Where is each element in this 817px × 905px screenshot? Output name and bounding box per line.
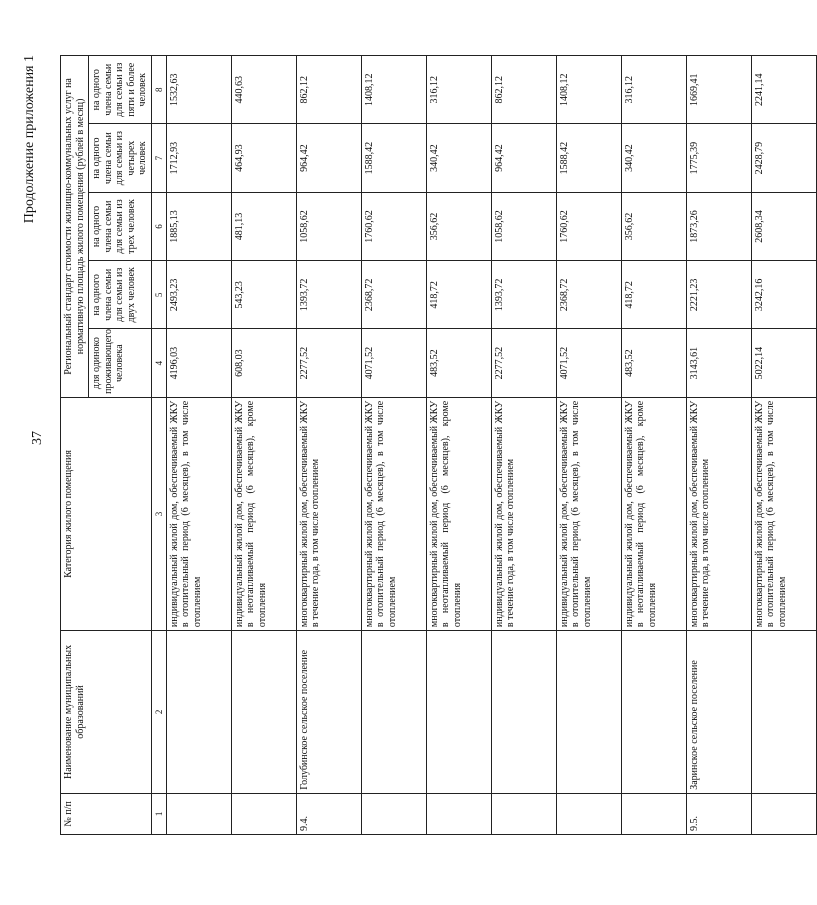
appendix-title: Продолжение приложения 1 xyxy=(22,55,37,224)
municipality-name xyxy=(231,631,296,794)
value-single: 2277,52 xyxy=(296,329,361,397)
municipality-name xyxy=(426,631,491,794)
value-family-3: 2608,34 xyxy=(751,192,816,260)
value-family-2: 2221,23 xyxy=(686,261,751,329)
value-family-3: 1885,13 xyxy=(166,192,231,260)
value-family-5: 862,12 xyxy=(491,56,556,124)
table-row xyxy=(296,56,361,835)
header-family-4: на одного члена семьи для семьи из четырех человек xyxy=(89,124,152,192)
value-family-2: 3242,16 xyxy=(751,261,816,329)
table-row xyxy=(231,56,296,835)
row-number xyxy=(556,793,621,834)
value-family-5: 1532,63 xyxy=(166,56,231,124)
value-family-3: 356,62 xyxy=(621,192,686,260)
table-row xyxy=(556,56,621,835)
row-number xyxy=(166,793,231,834)
header-category: Категория жилого помещения xyxy=(61,397,152,630)
housing-category: многоквартирный жилой дом, обеспечиваемый ЖКУ в неотапливаемый период (6 месяцев), кроме отопления xyxy=(426,397,491,630)
table-row xyxy=(751,56,816,835)
row-number xyxy=(361,793,426,834)
housing-category: индивидуальный жилой дом, обеспечиваемый ЖКУ в неотапливаемый период (6 месяцев), кроме отопления xyxy=(231,397,296,630)
value-family-4: 2428,79 xyxy=(751,124,816,192)
row-number: 9.4. xyxy=(296,793,361,834)
housing-category: индивидуальный жилой дом, обеспечиваемый ЖКУ в неотапливаемый период (6 месяцев), кроме отопления xyxy=(621,397,686,630)
value-family-3: 1760,62 xyxy=(556,192,621,260)
value-family-3: 1873,26 xyxy=(686,192,751,260)
value-family-3: 1760,62 xyxy=(361,192,426,260)
table-row xyxy=(621,56,686,835)
municipality-name xyxy=(556,631,621,794)
value-family-2: 1393,72 xyxy=(491,261,556,329)
housing-category: индивидуальный жилой дом, обеспечиваемый ЖКУ в течение года, в том числе отоплением xyxy=(491,397,556,630)
value-single: 2277,52 xyxy=(491,329,556,397)
row-number xyxy=(426,793,491,834)
municipality-name: Заринское сельское поселение xyxy=(686,631,751,794)
value-single: 483,52 xyxy=(426,329,491,397)
index-cell: 2 xyxy=(151,631,166,794)
municipality-name xyxy=(751,631,816,794)
municipality-name xyxy=(491,631,556,794)
value-family-2: 2368,72 xyxy=(361,261,426,329)
header-family-2: на одного члена семьи для семьи из двух человек xyxy=(89,261,152,329)
value-family-5: 1408,12 xyxy=(361,56,426,124)
index-cell: 8 xyxy=(151,56,166,124)
header-single: для одиноко проживающего человека xyxy=(89,329,152,397)
value-family-5: 440,63 xyxy=(231,56,296,124)
housing-category: многоквартирный жилой дом, обеспечиваемый ЖКУ в течение года, в том числе отоплением xyxy=(686,397,751,630)
value-family-4: 1775,39 xyxy=(686,124,751,192)
value-family-4: 1588,42 xyxy=(556,124,621,192)
housing-category: многоквартирный жилой дом, обеспечиваемый ЖКУ в течение года, в том числе отоплением xyxy=(296,397,361,630)
row-number: 9.5. xyxy=(686,793,751,834)
page-number: 37 xyxy=(30,431,45,445)
index-cell: 7 xyxy=(151,124,166,192)
index-cell: 6 xyxy=(151,192,166,260)
table-row xyxy=(491,56,556,835)
value-family-3: 356,62 xyxy=(426,192,491,260)
row-number xyxy=(751,793,816,834)
value-family-2: 418,72 xyxy=(426,261,491,329)
row-number xyxy=(491,793,556,834)
housing-category: индивидуальный жилой дом, обеспечиваемый ЖКУ в отопительный период (6 месяцев), в том числе отоплением xyxy=(166,397,231,630)
header-family-5: на одного члена семьи для семьи из пяти и более человек xyxy=(89,56,152,124)
value-family-4: 464,93 xyxy=(231,124,296,192)
municipality-name xyxy=(361,631,426,794)
housing-category: многоквартирный жилой дом, обеспечиваемый ЖКУ в отопительный период (6 месяцев), в том числе отоплением xyxy=(361,397,426,630)
housing-category: многоквартирный жилой дом, обеспечиваемый ЖКУ в отопительный период (6 месяцев), в том числе отоплением xyxy=(751,397,816,630)
value-family-2: 2493,23 xyxy=(166,261,231,329)
value-family-2: 418,72 xyxy=(621,261,686,329)
municipality-name: Голубинское сельское поселение xyxy=(296,631,361,794)
row-number xyxy=(621,793,686,834)
value-family-4: 1588,42 xyxy=(361,124,426,192)
value-single: 483,52 xyxy=(621,329,686,397)
value-family-5: 316,12 xyxy=(621,56,686,124)
index-cell: 1 xyxy=(151,793,166,834)
value-family-2: 1393,72 xyxy=(296,261,361,329)
municipality-name xyxy=(166,631,231,794)
value-single: 4071,52 xyxy=(556,329,621,397)
municipality-name xyxy=(621,631,686,794)
table-row xyxy=(166,56,231,835)
housing-category: индивидуальный жилой дом, обеспечиваемый ЖКУ в отопительный период (6 месяцев), в том числе отоплением xyxy=(556,397,621,630)
value-family-4: 964,42 xyxy=(491,124,556,192)
table-row xyxy=(361,56,426,835)
value-family-4: 340,42 xyxy=(621,124,686,192)
value-single: 608,03 xyxy=(231,329,296,397)
value-family-3: 1058,62 xyxy=(296,192,361,260)
table-row xyxy=(426,56,491,835)
index-cell: 4 xyxy=(151,329,166,397)
header-number: № п/п xyxy=(61,793,152,834)
standard-cost-table xyxy=(60,55,817,835)
value-single: 4196,03 xyxy=(166,329,231,397)
value-family-3: 1058,62 xyxy=(491,192,556,260)
header-standard-group: Региональный стандарт стоимости жилищно-коммунальных услуг на нормативную площадь жилого помещения (рублей в месяц) xyxy=(61,56,89,398)
value-family-5: 1408,12 xyxy=(556,56,621,124)
value-single: 4071,52 xyxy=(361,329,426,397)
value-family-4: 340,42 xyxy=(426,124,491,192)
value-family-5: 316,12 xyxy=(426,56,491,124)
value-family-5: 2241,14 xyxy=(751,56,816,124)
header-family-3: на одного члена семьи для семьи из трех человек xyxy=(89,192,152,260)
index-cell: 5 xyxy=(151,261,166,329)
value-family-4: 1712,93 xyxy=(166,124,231,192)
value-family-3: 481,13 xyxy=(231,192,296,260)
value-family-2: 2368,72 xyxy=(556,261,621,329)
value-single: 3143,61 xyxy=(686,329,751,397)
value-single: 5022,14 xyxy=(751,329,816,397)
index-cell: 3 xyxy=(151,397,166,630)
header-municipality: Наименование муниципальных образований xyxy=(61,631,152,794)
row-number xyxy=(231,793,296,834)
value-family-4: 964,42 xyxy=(296,124,361,192)
value-family-2: 543,23 xyxy=(231,261,296,329)
value-family-5: 1669,41 xyxy=(686,56,751,124)
table-row xyxy=(686,56,751,835)
value-family-5: 862,12 xyxy=(296,56,361,124)
